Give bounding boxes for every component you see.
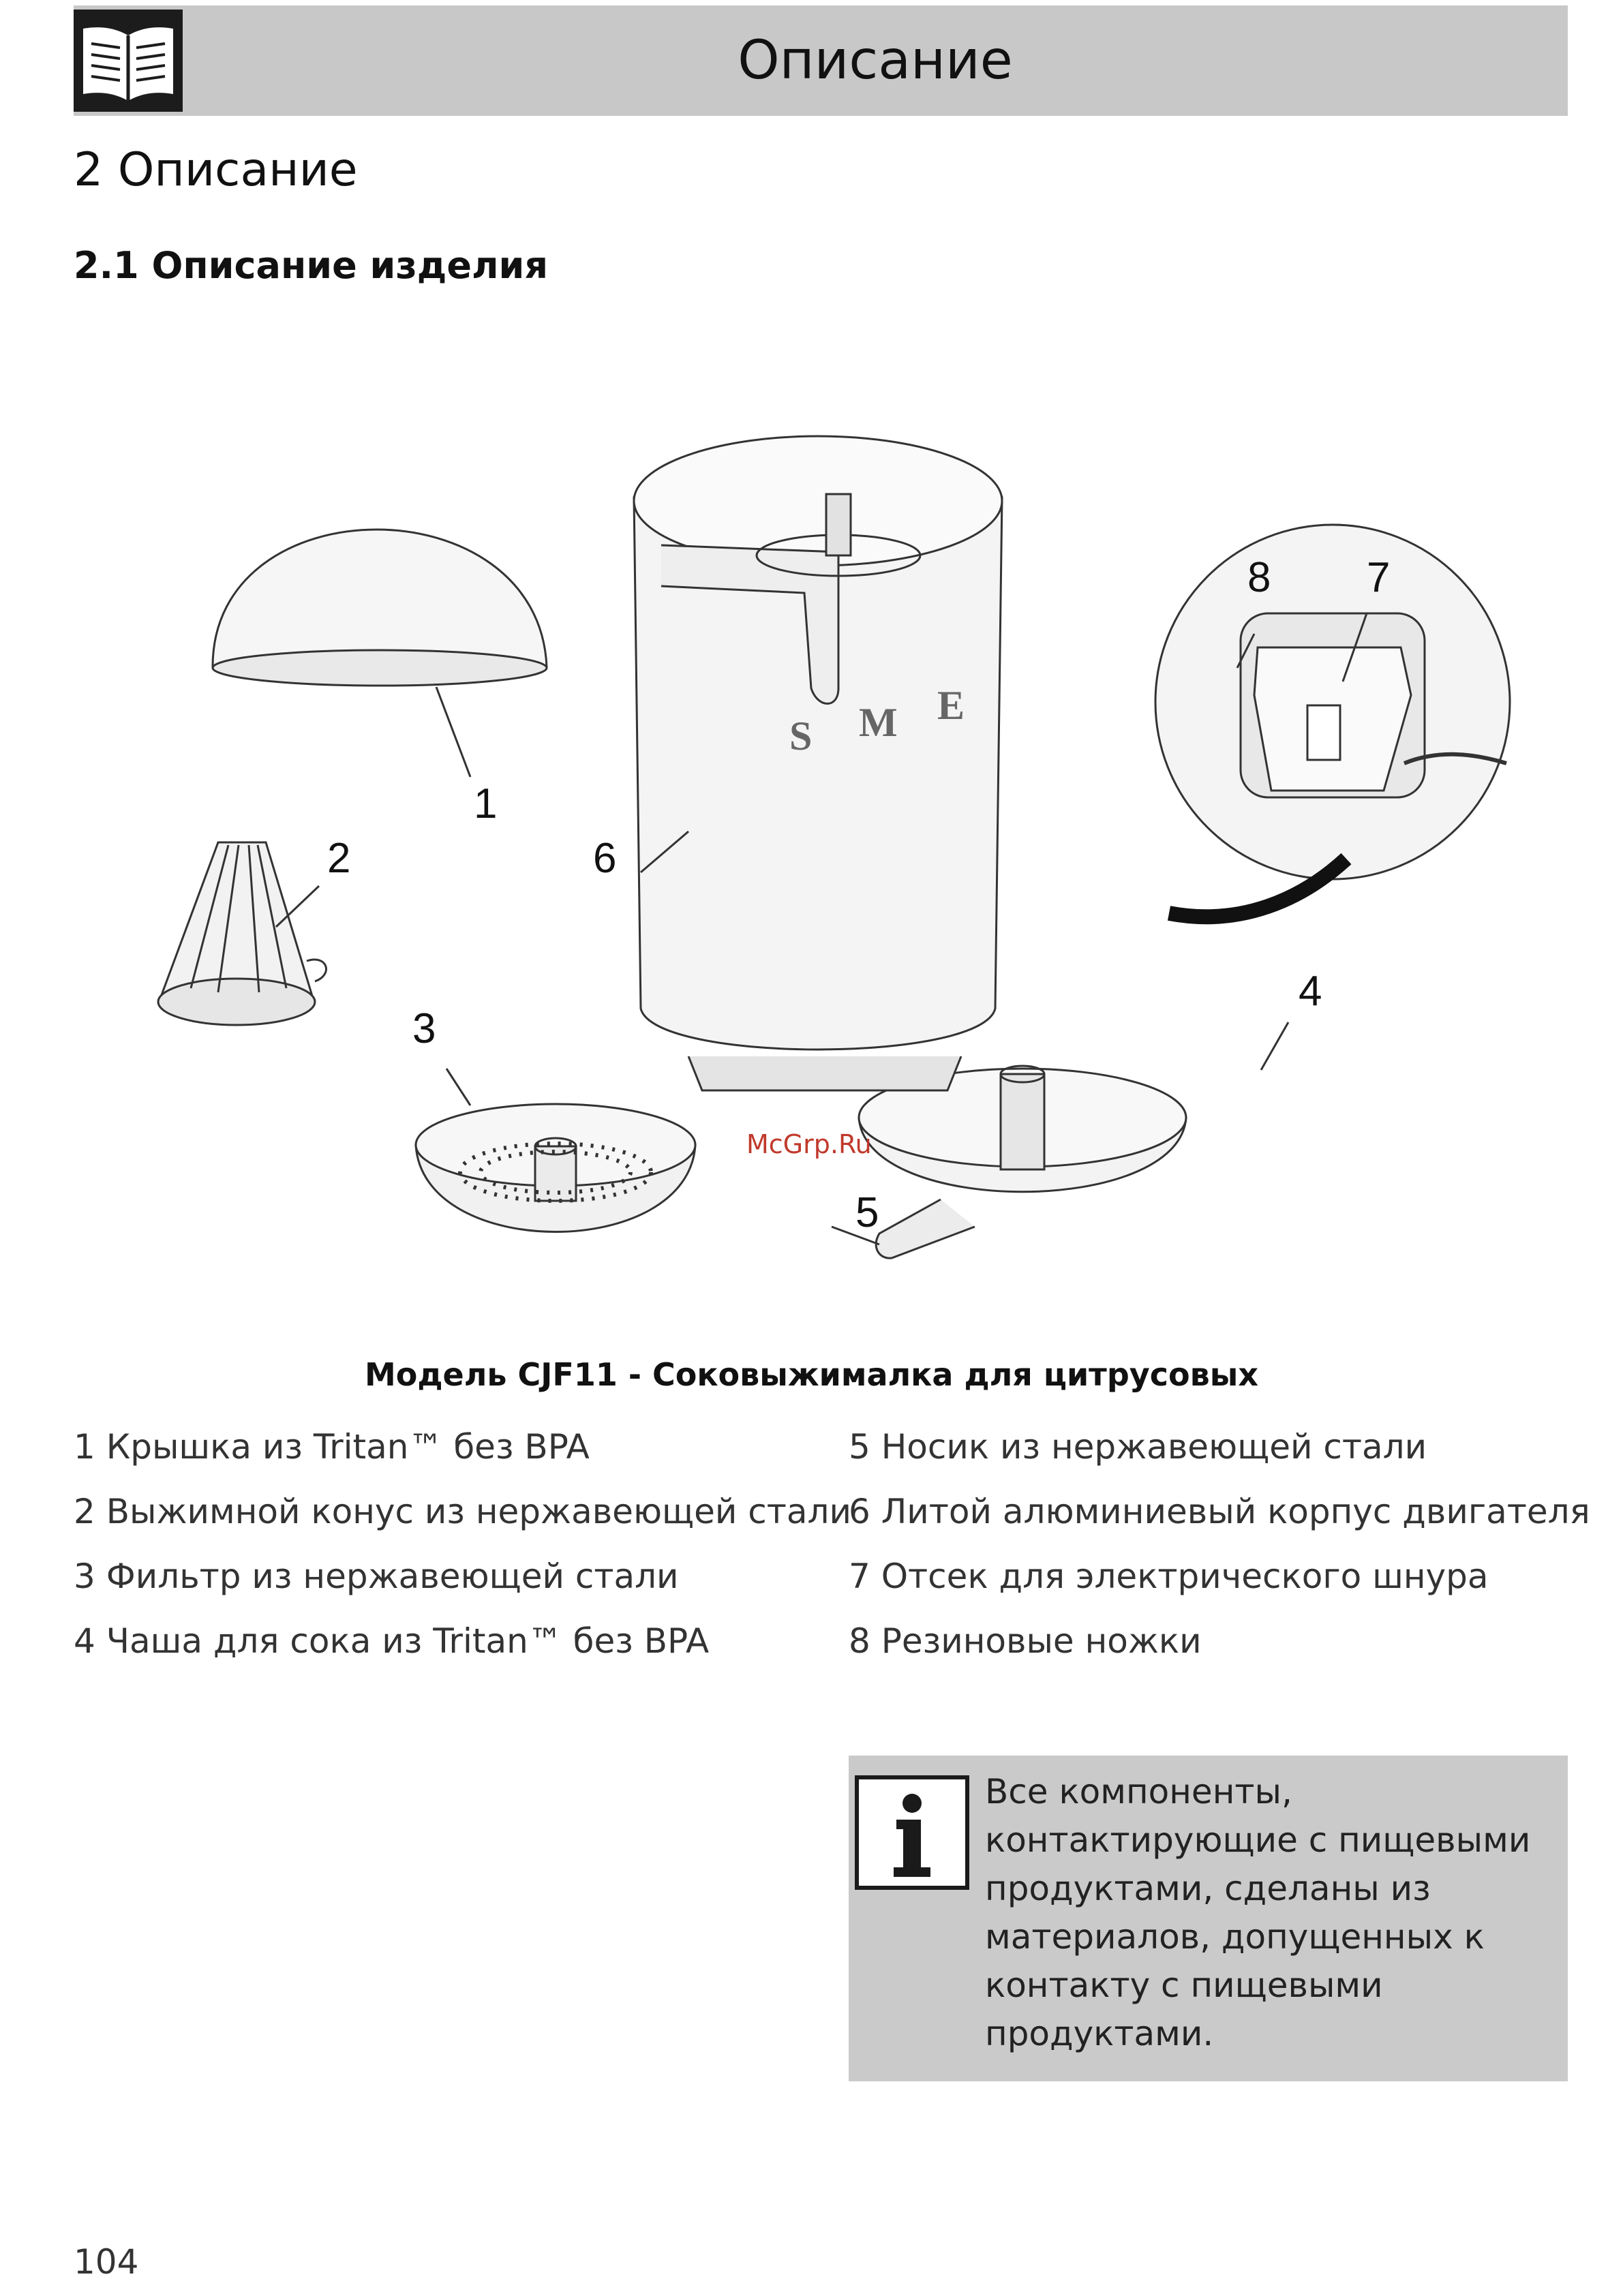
page-number: 104	[74, 2242, 139, 2282]
info-line: контакту с пищевыми	[985, 1965, 1383, 2005]
section-heading: 2 Описание	[74, 143, 358, 197]
list-item: 1 Крышка из Tritan™ без BPA	[74, 1427, 590, 1467]
info-icon	[854, 1775, 970, 1891]
callout-7: 7	[1367, 554, 1391, 601]
callout-4: 4	[1299, 968, 1322, 1015]
cone-drawing	[158, 842, 327, 1025]
callout-2: 2	[327, 835, 351, 882]
callout-8: 8	[1247, 554, 1271, 601]
lid-drawing	[213, 530, 547, 777]
cord-compartment-detail	[1155, 525, 1510, 917]
brand-letter-e: E	[937, 683, 965, 728]
product-diagram	[102, 409, 1534, 1315]
page-header-title: Описание	[738, 30, 1013, 91]
callout-1: 1	[474, 780, 498, 827]
brand-letter-s: S	[789, 714, 813, 759]
callout-3: 3	[412, 1005, 436, 1052]
callout-5: 5	[855, 1189, 879, 1236]
info-line: контактирующие с пищевыми	[985, 1820, 1531, 1860]
info-line: Все компоненты,	[985, 1772, 1292, 1811]
motor-body-drawing	[634, 436, 1002, 1090]
filter-drawing	[416, 1069, 695, 1232]
figure-caption: Модель CJF11 - Соковыжималка для цитрусовых	[365, 1356, 1258, 1393]
list-item: 2 Выжимной конус из нержавеющей стали	[74, 1492, 851, 1531]
brand-letter-m: M	[859, 700, 898, 745]
list-item: 8 Резиновые ножки	[849, 1621, 1202, 1661]
parts-list-right	[849, 1415, 1590, 1674]
info-note-text	[985, 1768, 1551, 2058]
open-book-icon	[74, 10, 183, 112]
list-item: 5 Носик из нержавеющей стали	[849, 1427, 1427, 1467]
info-line: продуктами, сделаны из	[985, 1869, 1431, 1908]
info-line: материалов, допущенных к	[985, 1917, 1485, 1957]
list-item: 3 Фильтр из нержавеющей стали	[74, 1557, 679, 1596]
parts-list-left	[74, 1415, 851, 1674]
info-line: продуктами.	[985, 2014, 1214, 2053]
subsection-heading: 2.1 Описание изделия	[74, 244, 549, 287]
callout-6: 6	[593, 835, 617, 882]
list-item: 7 Отсек для электрического шнура	[849, 1557, 1489, 1596]
watermark: McGrp.Ru	[746, 1129, 872, 1159]
list-item: 4 Чаша для сока из Tritan™ без BPA	[74, 1621, 710, 1661]
list-item: 6 Литой алюминиевый корпус двигателя	[849, 1492, 1590, 1531]
